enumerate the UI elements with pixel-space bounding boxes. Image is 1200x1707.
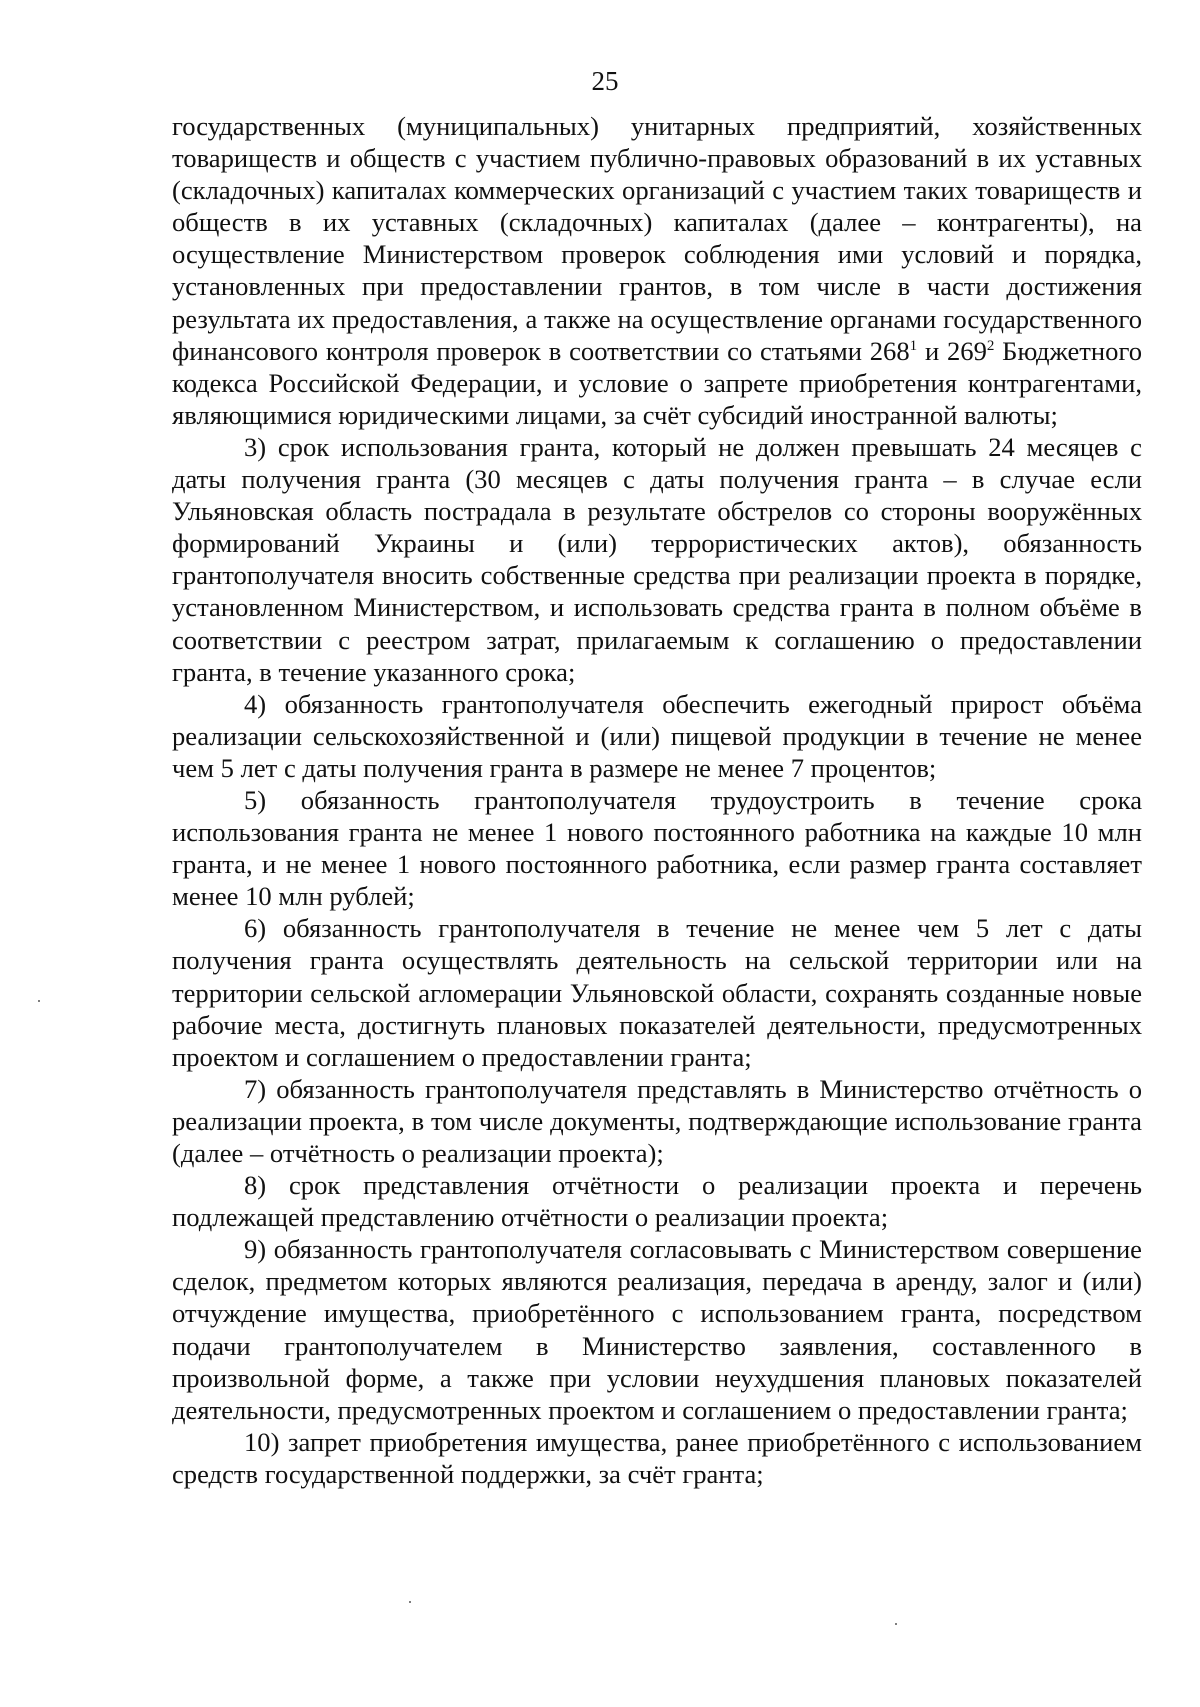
list-item-10: 10) запрет приобретения имущества, ранее приобретённого с использованием средств государственной поддержки, за счёт гранта; [172,1426,1142,1489]
paragraph-continuation [172,110,1142,431]
paragraph-text: Бюджетного кодекса Российской Федерации, и условие о запрете приобретения контрагентами, являющимися юридическими лицами, за счёт субсидий иностранной валюты; [172,335,1143,430]
scan-speck [38,1000,40,1002]
list-item-7: 7) обязанность грантополучателя представлять в Министерство отчётность о реализации проекта, в том числе документы, подтверждающие использование гранта (далее – отчётность о реализации проекта); [172,1073,1142,1168]
scan-speck [409,1601,411,1603]
superscript-1: 1 [909,337,918,354]
page-number: 25 [591,66,619,96]
paragraph-text: государственных (муниципальных) унитарных предприятий, хозяйственных товариществ и обществ с участием публично-правовых образований в их уставных (складочных) капиталах коммерческих организаций с участием таких товариществ и обществ в их уставных (складочных) капиталах (далее – контрагенты), на осуществление Министерством проверок соблюдения ими условий и порядка, установленных при предоставлении грантов, в том числе в части достижения результата их предоставления, а также на осуществление органами государственного финансового контроля проверок в соответствии со статьями 268 [172,111,1142,366]
list-item-4: 4) обязанность грантополучателя обеспечить ежегодный прирост объёма реализации сельскохозяйственной и (или) пищевой продукции в течение не менее чем 5 лет с даты получения гранта в размере не менее 7 процентов; [172,688,1142,783]
list-item-3: 3) срок использования гранта, который не должен превышать 24 месяцев с даты получения гранта (30 месяцев с даты получения гранта – в случае если Ульяновская область пострадала в результате обстрелов со стороны вооружённых формирований Украины и (или) террористических актов), обязанность грантополучателя вносить собственные средства при реализации проекта в порядке, установленном Министерством, и использовать средства гранта в полном объёме в соответствии с реестром затрат, прилагаемым к соглашению о предоставлении гранта, в течение указанного срока; [172,431,1142,687]
superscript-2: 2 [986,337,995,354]
list-item-8: 8) срок представления отчётности о реализации проекта и перечень подлежащей представлению отчётности о реализации проекта; [172,1170,1142,1233]
list-item-6: 6) обязанность грантополучателя в течение не менее чем 5 лет с даты получения гранта осуществлять деятельность на сельской территории или на территории сельской агломерации Ульяновской области, сохранять созданные новые рабочие места, достигнуть плановых показателей деятельности, предусмотренных проектом и соглашением о предоставлении гранта; [172,913,1142,1072]
list-item-9: 9) обязанность грантополучателя согласовывать с Министерством совершение сделок, предметом которых являются реализация, передача в аренду, залог и (или) отчуждение имущества, приобретённого с использованием гранта, посредством подачи грантополучателем в Министерство заявления, составленного в произвольной форме, а также при условии неухудшения плановых показателей деятельности, предусмотренных проектом и соглашением о предоставлении гранта; [172,1234,1142,1425]
paragraph-text: и 269 [917,335,987,366]
scan-speck [895,1623,897,1625]
list-item-5: 5) обязанность грантополучателя трудоустроить в течение срока использования гранта не менее 1 нового постоянного работника на каждые 10 млн гранта, и не менее 1 нового постоянного работника, если размер гранта составляет менее 10 млн рублей; [172,784,1142,912]
document-body [172,110,1142,1490]
